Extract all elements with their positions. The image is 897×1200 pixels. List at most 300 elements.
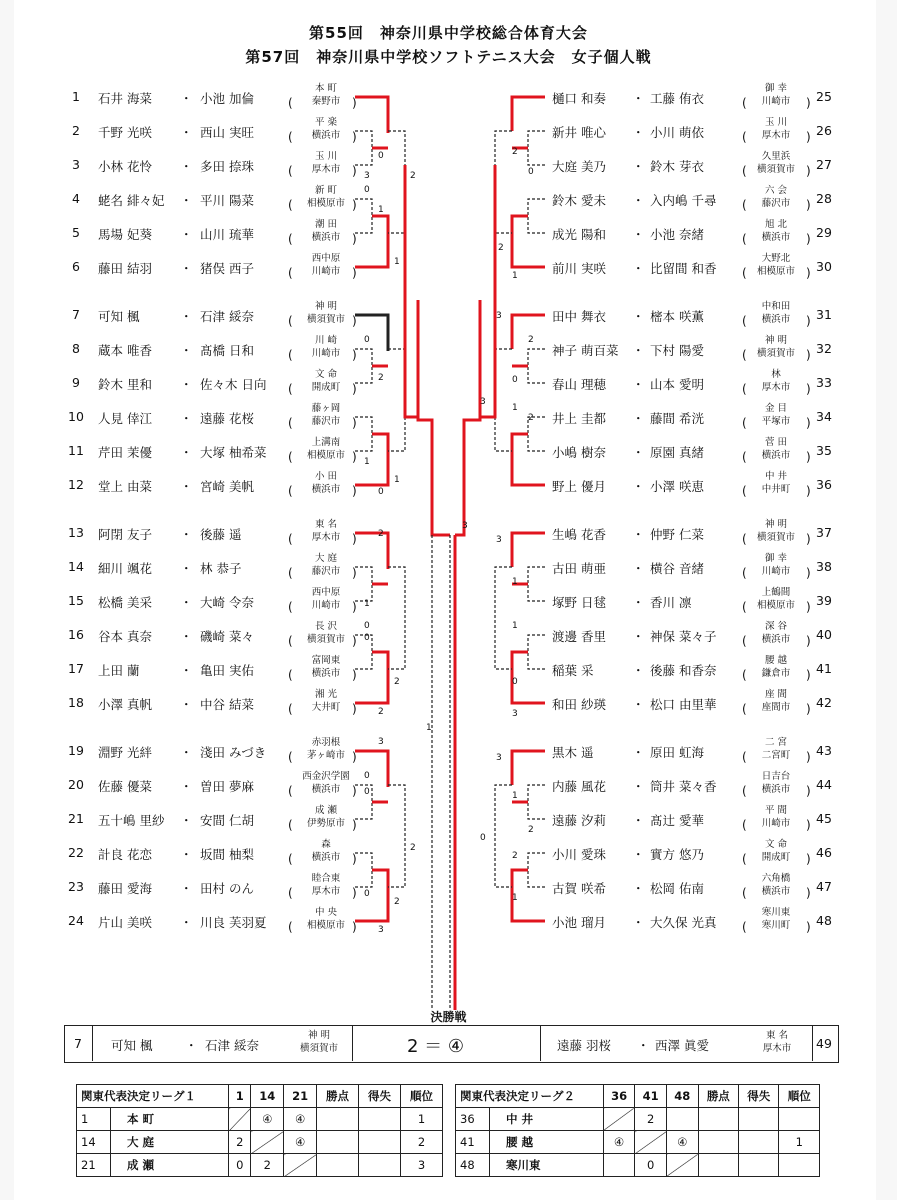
entry-number: 28 — [816, 191, 832, 206]
entry-player-1: 淵野 光絆 — [98, 745, 152, 760]
entry-separator: ・ — [632, 309, 645, 324]
paren-open: ( — [288, 920, 293, 934]
entry-player-2: 樒本 咲薫 — [650, 309, 704, 324]
match-score: 3 — [496, 753, 502, 763]
league-header-row — [77, 1085, 443, 1108]
entry-player-2: 神保 菜々子 — [650, 629, 717, 644]
entry-number: 16 — [68, 627, 84, 642]
paren-close: ) — [352, 668, 357, 682]
entry-number: 26 — [816, 123, 832, 138]
league-col-header: 得失 — [358, 1085, 400, 1108]
entry-number: 39 — [816, 593, 832, 608]
league-col-header: 1 — [229, 1085, 251, 1108]
entry-player-1: 上田 蘭 — [98, 663, 140, 678]
school-name: 六 会 — [764, 185, 788, 196]
match-score: 3 — [378, 737, 384, 747]
school-city: 横浜市 — [311, 668, 341, 679]
entry-player-1: 井上 圭都 — [552, 411, 606, 426]
entry-row-left — [62, 468, 362, 502]
paren-close: ) — [352, 566, 357, 580]
final-right-school-name: 東 名 — [765, 1030, 789, 1041]
league-cell — [779, 1108, 820, 1131]
entry-player-1: 鈴木 里和 — [98, 377, 152, 392]
match-score: 3 — [496, 535, 502, 545]
entry-row-left — [62, 516, 362, 550]
league-cell: ④ — [251, 1108, 284, 1131]
match-score: 0 — [364, 335, 370, 345]
entry-player-1: 鈴木 愛未 — [552, 193, 606, 208]
league-cell — [698, 1154, 738, 1177]
paren-close: ) — [352, 784, 357, 798]
entry-row-right — [540, 468, 840, 502]
entry-row-right — [540, 550, 840, 584]
league-row-team: 腰 越 — [490, 1131, 604, 1154]
paren-close: ) — [352, 450, 357, 464]
school-name: 玉 川 — [764, 117, 788, 128]
school-city: 厚木市 — [761, 382, 791, 393]
entry-player-1: 馬場 妃葵 — [98, 227, 152, 242]
entry-row-right — [540, 734, 840, 768]
entry-player-2: 曽田 夢麻 — [200, 779, 254, 794]
entry-school — [746, 586, 806, 613]
league-row — [456, 1154, 820, 1177]
entry-number: 12 — [68, 477, 84, 492]
entry-school — [296, 688, 356, 715]
entry-row-left — [62, 400, 362, 434]
entry-school — [296, 252, 356, 279]
final-right-player-1: 遠藤 羽桜 — [557, 1038, 611, 1053]
entry-player-1: 可知 楓 — [98, 309, 140, 324]
entry-separator: ・ — [180, 193, 193, 208]
entry-player-1: 渡邊 香里 — [552, 629, 606, 644]
entry-school — [296, 368, 356, 395]
entry-school — [296, 804, 356, 831]
entry-player-1: 石井 海菜 — [98, 91, 152, 106]
entry-player-2: 實方 悠乃 — [650, 847, 704, 862]
league-col-header: 21 — [284, 1085, 317, 1108]
entry-separator: ・ — [632, 479, 645, 494]
paren-open: ( — [288, 668, 293, 682]
entry-row-left — [62, 250, 362, 284]
entry-player-1: 松橋 美采 — [98, 595, 152, 610]
paren-close: ) — [352, 198, 357, 212]
league-row-team: 寒川東 — [490, 1154, 604, 1177]
league-cell: 1 — [400, 1108, 442, 1131]
match-score: 1 — [512, 577, 518, 587]
entry-number: 24 — [68, 913, 84, 928]
final-right-pair-cell — [541, 1026, 813, 1061]
school-city: 厚木市 — [761, 130, 791, 141]
entry-number: 23 — [68, 879, 84, 894]
school-name: 平 楽 — [314, 117, 338, 128]
entry-separator: ・ — [180, 813, 193, 828]
school-name: 中 井 — [764, 471, 788, 482]
entry-row-left — [62, 298, 362, 332]
entry-separator: ・ — [180, 561, 193, 576]
league-cell — [698, 1108, 738, 1131]
entry-row-left — [62, 734, 362, 768]
league-col-header: 勝点 — [317, 1085, 359, 1108]
entry-player-2: 仲野 仁菜 — [650, 527, 704, 542]
entry-row-right — [540, 768, 840, 802]
entry-school — [746, 654, 806, 681]
entry-player-2: 髙橋 日和 — [200, 343, 254, 358]
entry-player-2: 磯崎 菜々 — [200, 629, 254, 644]
league-title: 関東代表決定リーグ２ — [456, 1085, 604, 1108]
paren-open: ( — [742, 198, 747, 212]
school-name: 座 間 — [764, 689, 788, 700]
entry-number: 40 — [816, 627, 832, 642]
league-col-header: 48 — [666, 1085, 698, 1108]
league-diagonal-cell — [635, 1131, 667, 1154]
entry-school — [296, 770, 356, 797]
paren-open: ( — [742, 750, 747, 764]
paren-close: ) — [806, 886, 811, 900]
school-name: 神 明 — [314, 301, 338, 312]
entry-player-1: 春山 理穂 — [552, 377, 606, 392]
entry-row-left — [62, 366, 362, 400]
entry-school — [746, 736, 806, 763]
paren-open: ( — [288, 852, 293, 866]
school-city: 川崎市 — [311, 266, 341, 277]
school-name: 腰 越 — [764, 655, 788, 666]
entry-school — [746, 82, 806, 109]
paren-close: ) — [352, 348, 357, 362]
entry-number: 2 — [72, 123, 80, 138]
school-name: 寒川東 — [761, 907, 791, 918]
league-col-header: 順位 — [779, 1085, 820, 1108]
school-name: 長 沢 — [314, 621, 338, 632]
entry-separator: ・ — [632, 745, 645, 760]
entry-number: 44 — [816, 777, 832, 792]
paren-open: ( — [742, 668, 747, 682]
match-score: 0 — [528, 167, 534, 177]
paren-open: ( — [288, 96, 293, 110]
paren-open: ( — [288, 702, 293, 716]
paren-open: ( — [742, 164, 747, 178]
paren-close: ) — [352, 96, 357, 110]
school-name: 東 名 — [314, 519, 338, 530]
entry-number: 41 — [816, 661, 832, 676]
paren-open: ( — [288, 130, 293, 144]
league-cell: 2 — [400, 1131, 442, 1154]
match-score: 3 — [364, 171, 370, 181]
entry-school — [296, 654, 356, 681]
entry-player-1: 成光 陽和 — [552, 227, 606, 242]
entry-player-2: 西山 実旺 — [200, 125, 254, 140]
entry-separator: ・ — [180, 527, 193, 542]
entry-number: 8 — [72, 341, 80, 356]
entry-number: 29 — [816, 225, 832, 240]
paren-close: ) — [806, 532, 811, 546]
league-title: 関東代表決定リーグ１ — [77, 1085, 229, 1108]
entry-row-left — [62, 904, 362, 938]
entry-school — [746, 770, 806, 797]
entry-separator: ・ — [180, 663, 193, 678]
entry-separator: ・ — [632, 193, 645, 208]
paren-open: ( — [288, 382, 293, 396]
entry-number: 22 — [68, 845, 84, 860]
entry-number: 48 — [816, 913, 832, 928]
match-score: 0 — [364, 771, 370, 781]
school-city: 秦野市 — [311, 96, 341, 107]
league-diagonal-cell — [251, 1131, 284, 1154]
league-row-team: 本 町 — [111, 1108, 229, 1131]
paren-open: ( — [742, 852, 747, 866]
entry-player-2: 藤間 希洸 — [650, 411, 704, 426]
match-score: 0 — [364, 889, 370, 899]
paren-open: ( — [742, 416, 747, 430]
entry-separator: ・ — [180, 881, 193, 896]
match-score: 3 — [462, 521, 468, 531]
paren-open: ( — [288, 484, 293, 498]
paren-open: ( — [288, 532, 293, 546]
entry-school — [296, 82, 356, 109]
entry-separator: ・ — [632, 779, 645, 794]
entry-separator: ・ — [180, 159, 193, 174]
entry-row-right — [540, 298, 840, 332]
school-city: 横浜市 — [311, 484, 341, 495]
paren-close: ) — [806, 130, 811, 144]
paren-close: ) — [352, 886, 357, 900]
entry-player-1: 生嶋 花香 — [552, 527, 606, 542]
final-left-num: 7 — [74, 1036, 82, 1051]
final-right-school — [747, 1029, 807, 1055]
entry-school — [296, 736, 356, 763]
entry-player-2: 大崎 令奈 — [200, 595, 254, 610]
paren-close: ) — [806, 702, 811, 716]
match-score: 2 — [378, 529, 384, 539]
entry-row-right — [540, 332, 840, 366]
entry-player-2: 佐々木 日向 — [200, 377, 267, 392]
school-city: 横須賀市 — [756, 348, 795, 359]
league-row-num: 14 — [77, 1131, 111, 1154]
school-name: 本 町 — [314, 83, 338, 94]
school-name: 神 明 — [764, 335, 788, 346]
school-city: 厚木市 — [311, 164, 341, 175]
paren-open: ( — [742, 266, 747, 280]
school-name: 成 瀬 — [314, 805, 338, 816]
school-name: 上鶴間 — [761, 587, 791, 598]
entry-school — [296, 838, 356, 865]
entry-number: 6 — [72, 259, 80, 274]
school-city: 藤沢市 — [311, 566, 341, 577]
entry-player-2: 横谷 音緒 — [650, 561, 704, 576]
entry-number: 17 — [68, 661, 84, 676]
final-left-school — [289, 1029, 349, 1055]
entry-player-2: 松口 由里華 — [650, 697, 717, 712]
entry-player-1: 稲葉 采 — [552, 663, 594, 678]
final-left-player-2: 石津 綏奈 — [205, 1038, 259, 1053]
match-score: 2 — [528, 825, 534, 835]
school-city: 横須賀市 — [306, 634, 345, 645]
league-row-team: 中 井 — [490, 1108, 604, 1131]
match-score: 2 — [498, 243, 504, 253]
entry-number: 10 — [68, 409, 84, 424]
paren-close: ) — [352, 818, 357, 832]
entry-number: 35 — [816, 443, 832, 458]
school-city: 中井町 — [761, 484, 791, 495]
paren-close: ) — [352, 314, 357, 328]
entry-player-2: 下村 陽愛 — [650, 343, 704, 358]
entry-school — [296, 116, 356, 143]
school-city: 川崎市 — [761, 96, 791, 107]
entry-school — [746, 300, 806, 327]
final-title: 決勝戦 — [430, 1010, 467, 1024]
entry-school — [746, 906, 806, 933]
paren-close: ) — [806, 266, 811, 280]
match-score: 0 — [378, 487, 384, 497]
paren-close: ) — [352, 750, 357, 764]
league-row-num: 1 — [77, 1108, 111, 1131]
entry-player-1: 遠藤 汐莉 — [552, 813, 606, 828]
school-name: 文 命 — [314, 369, 338, 380]
entry-player-2: 猪俣 西子 — [200, 261, 254, 276]
entry-row-left — [62, 332, 362, 366]
paren-close: ) — [352, 852, 357, 866]
entry-player-1: 千野 光咲 — [98, 125, 152, 140]
entry-player-1: 芹田 茉優 — [98, 445, 152, 460]
match-score: 2 — [528, 413, 534, 423]
entry-player-1: 神子 萌百菜 — [552, 343, 619, 358]
league-diagonal-cell — [603, 1108, 635, 1131]
match-score: 1 — [512, 271, 518, 281]
entry-row-right — [540, 686, 840, 720]
entry-number: 19 — [68, 743, 84, 758]
paren-open: ( — [742, 532, 747, 546]
entry-player-2: 中谷 結菜 — [200, 697, 254, 712]
paren-close: ) — [352, 634, 357, 648]
entry-row-left — [62, 148, 362, 182]
paren-close: ) — [806, 566, 811, 580]
entry-separator: ・ — [180, 309, 193, 324]
entry-player-2: 原園 真緒 — [650, 445, 704, 460]
league-cell: ④ — [666, 1131, 698, 1154]
league-cell — [358, 1108, 400, 1131]
league-row-team: 成 瀬 — [111, 1154, 229, 1177]
paren-close: ) — [352, 130, 357, 144]
entry-separator: ・ — [632, 663, 645, 678]
paren-close: ) — [352, 164, 357, 178]
paren-close: ) — [806, 198, 811, 212]
league-cell: 0 — [635, 1154, 667, 1177]
paren-close: ) — [806, 784, 811, 798]
entry-row-right — [540, 652, 840, 686]
entry-player-2: 大久保 光真 — [650, 915, 717, 930]
entry-row-left — [62, 584, 362, 618]
league-row — [77, 1154, 443, 1177]
entry-school — [746, 150, 806, 177]
entry-school — [296, 872, 356, 899]
entry-school — [746, 402, 806, 429]
entry-row-right — [540, 618, 840, 652]
entry-separator: ・ — [180, 411, 193, 426]
league-row-num: 48 — [456, 1154, 490, 1177]
entry-player-1: 小林 花怜 — [98, 159, 152, 174]
final-right-school-city: 厚木市 — [762, 1043, 792, 1054]
league-row — [456, 1131, 820, 1154]
entry-player-1: 細川 颯花 — [98, 561, 152, 576]
paren-open: ( — [288, 886, 293, 900]
league-cell — [317, 1108, 359, 1131]
final-score-cell — [353, 1026, 541, 1061]
entry-separator: ・ — [180, 445, 193, 460]
entry-separator: ・ — [180, 779, 193, 794]
entry-separator: ・ — [632, 527, 645, 542]
entry-separator: ・ — [180, 377, 193, 392]
entry-school — [746, 218, 806, 245]
school-name: 六角橋 — [761, 873, 791, 884]
league-header-row — [456, 1085, 820, 1108]
paren-open: ( — [742, 348, 747, 362]
paren-open: ( — [742, 450, 747, 464]
final-right-dot: ・ — [637, 1038, 650, 1053]
entry-player-1: 阿閉 友子 — [98, 527, 152, 542]
league-row — [456, 1108, 820, 1131]
paren-close: ) — [806, 348, 811, 362]
paren-close: ) — [806, 600, 811, 614]
entry-school — [296, 150, 356, 177]
entry-separator: ・ — [632, 227, 645, 242]
entry-school — [746, 184, 806, 211]
entry-school — [296, 334, 356, 361]
entry-number: 34 — [816, 409, 832, 424]
final-left-pair-cell — [93, 1026, 353, 1061]
school-name: 御 幸 — [764, 83, 788, 94]
paren-open: ( — [288, 634, 293, 648]
school-city: 横浜市 — [761, 784, 791, 795]
school-name: 林 — [771, 369, 781, 380]
match-score: 1 — [512, 621, 518, 631]
paren-open: ( — [742, 702, 747, 716]
final-right-player-2: 西澤 眞愛 — [655, 1038, 709, 1053]
entry-player-2: 入内嶋 千尋 — [650, 193, 717, 208]
entry-separator: ・ — [632, 561, 645, 576]
entry-school — [746, 116, 806, 143]
paren-open: ( — [288, 164, 293, 178]
entry-separator: ・ — [180, 629, 193, 644]
league-col-header: 41 — [635, 1085, 667, 1108]
school-name: 赤羽根 — [311, 737, 341, 748]
school-city: 横須賀市 — [756, 164, 795, 175]
league-row — [77, 1108, 443, 1131]
entry-number: 3 — [72, 157, 80, 172]
school-name: 大 庭 — [314, 553, 338, 564]
entry-row-right — [540, 400, 840, 434]
entry-player-2: 香川 凛 — [650, 595, 692, 610]
school-name: 藤ヶ岡 — [311, 403, 341, 414]
paren-close: ) — [806, 382, 811, 396]
entry-player-2: 髙辻 愛華 — [650, 813, 704, 828]
match-score: 2 — [394, 897, 400, 907]
entry-player-2: 後藤 遥 — [200, 527, 242, 542]
paren-close: ) — [352, 484, 357, 498]
match-score: 2 — [512, 147, 518, 157]
school-city: 相模原市 — [306, 920, 345, 931]
entry-player-2: 淺田 みづき — [200, 745, 267, 760]
paren-open: ( — [742, 886, 747, 900]
school-city: 相模原市 — [756, 266, 795, 277]
entry-player-1: 新井 唯心 — [552, 125, 606, 140]
school-name: 神 明 — [764, 519, 788, 530]
entry-row-right — [540, 366, 840, 400]
entry-player-1: 蛯名 緋々妃 — [98, 193, 165, 208]
paren-close: ) — [806, 164, 811, 178]
entry-player-2: 小池 奈緒 — [650, 227, 704, 242]
entry-school — [296, 300, 356, 327]
entry-player-1: 野上 優月 — [552, 479, 606, 494]
paren-close: ) — [352, 232, 357, 246]
